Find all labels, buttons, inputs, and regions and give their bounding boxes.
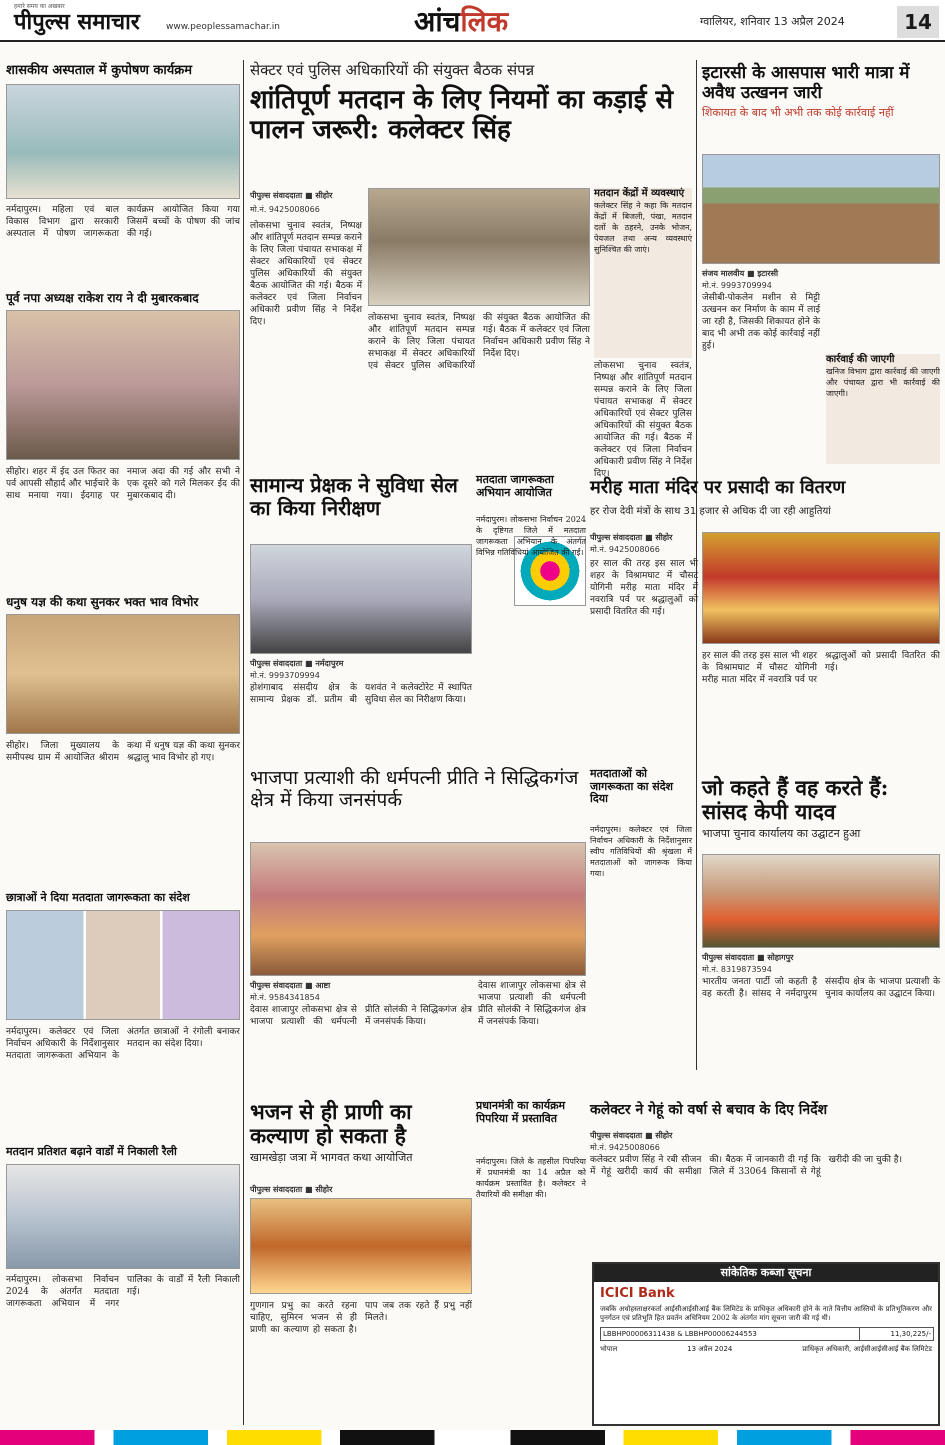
bank-logo: [594, 1282, 938, 1305]
notice-table: [600, 1327, 934, 1341]
photo-katha-stage: [250, 1198, 472, 1294]
story-title: जो कहते हैं वह करते हैं: सांसद केपी यादव: [702, 775, 889, 825]
lead-kicker: सेक्टर एवं पुलिस अधिकारियों की संयुक्त बैठक संपन्न: [250, 61, 535, 79]
story-title: मतदाता जागरूकता अभियान आयोजित: [476, 473, 554, 499]
story-title: भाजपा प्रत्याशी की धर्मपत्नी प्रीति ने सिद्धिकगंज क्षेत्र में किया जनसंपर्क: [250, 767, 579, 811]
lead-title: शांतिपूर्ण मतदान के लिए नियमों का कड़ाई से पालन जरूरी: कलेक्टर सिंह: [250, 85, 674, 145]
story-body: देवास शाजापुर लोकसभा क्षेत्र से भाजपा प्रत्याशी की धर्मपत्नी प्रीति सोलंकी ने सिद्धिकगंज क्षेत्र में जनसंपर्क किया।: [250, 1005, 472, 1027]
story-byline: पीपुल्स संवाददाता ■ सीहोर: [590, 1131, 673, 1140]
story-mobile: मो.नं. 9993709994: [250, 671, 320, 680]
story-subtitle: खामखेड़ा जत्रा में भागवत कथा आयोजित: [250, 1151, 413, 1165]
lead-body-right: लोकसभा चुनाव स्वतंत्र, निष्पक्ष और शांतिपूर्ण मतदान सम्पन्न कराने के लिए जिला पंचायत सभाकक्ष में सेक्टर अधिकारियों एवं सेक्टर पुलिस अधिकारियों की संयुक्त बैठक आयोजित की गई। बैठक में कलेक्टर एवं जिला निर्वाचन अधिकारी प्रवीण सिंह ने निर्देश दिए।: [594, 361, 692, 479]
story-eid: [6, 292, 240, 592]
story-body: नर्मदापुरम। कलेक्टर एवं जिला निर्वाचन अधिकारी के निर्देशानुसार स्वीप गतिविधियों की श्रृंखला में मतदाताओं को जागरूक किया गया।: [590, 825, 692, 878]
story-voter-message: [590, 768, 692, 1098]
story-observer: [250, 474, 472, 764]
photo-meeting: [368, 188, 590, 306]
story-dhanush-yagya: [6, 596, 240, 886]
table-cell-amount: 11,30,225/-: [859, 1328, 933, 1341]
story-byline: पीपुल्स संवाददाता ■ सीहोर: [250, 1185, 333, 1194]
story-bjp-campaign: [250, 768, 586, 1078]
notice-date: 13 अप्रैल 2024: [687, 1345, 733, 1353]
story-subtitle: शिकायत के बाद भी अभी तक कोई कार्रवाई नहीं: [702, 106, 894, 120]
notice-heading: सांकेतिक कब्जा सूचना: [594, 1264, 938, 1282]
story-byline: पीपुल्स संवाददाता ■ नर्मदापुरम: [250, 659, 344, 668]
notice-signatory: प्राधिकृत अधिकारी, आईसीआईसीआई बैंक लिमिटेड: [802, 1345, 932, 1353]
infobox-title: मतदान केंद्रों में व्यवस्थाएं: [594, 188, 685, 199]
story-wheat: [590, 1102, 940, 1262]
story-byline: पीपुल्स संवाददाता ■ सीहोर: [590, 533, 673, 542]
bank-name: ICICI Bank: [600, 1286, 675, 1301]
table-cell-loan: LBBHP00006311438 & LBBHP00006244553: [601, 1328, 860, 1341]
story-byline: पीपुल्स संवाददाता ■ सोहागपुर: [702, 953, 794, 962]
story-byline: संजय मालवीय ■ इटारसी: [702, 269, 779, 278]
story-body: जेसीबी-पोकलेन मशीन से मिट्टी उत्खनन कर निर्माण के काम में लाई जा रही है, जिसकी शिकायत होने के बाद भी अभी तक कोई कार्रवाई नहीं हुई।: [702, 293, 820, 351]
story-body: भारतीय जनता पार्टी जो कहती है वह करती है। सांसद ने नर्मदापुरम संसदीय क्षेत्र के भाजपा प्रत्याशी के चुनाव कार्यालय का उद्घाटन किया।: [702, 977, 940, 999]
story-mobile: मो.नं. 9584341854: [250, 993, 320, 1002]
section-suffix: लिक: [460, 5, 509, 38]
action-box: [826, 354, 940, 464]
story-awareness: [476, 474, 586, 764]
photo-students: [6, 910, 240, 1020]
photo-rally: [6, 1164, 240, 1269]
tagline: हमारे समय का अखबार: [14, 3, 65, 10]
lead-infobox: [594, 188, 692, 358]
notice-footer: [594, 1345, 938, 1354]
box-title: कार्रवाई की जाएगी: [826, 354, 895, 365]
possession-notice: [592, 1262, 940, 1426]
story-title: इटारसी के आसपास भारी मात्रा में अवैध उत्खनन जारी: [702, 63, 910, 103]
story-body: नर्मदापुरम। कलेक्टर एवं जिला निर्वाचन अधिकारी के निर्देशानुसार मतदाता जागरूकता अभियान के अंतर्गत छात्राओं ने रंगोली बनाकर मतदान का संदेश दिया।: [6, 1027, 240, 1061]
story-body-cont: हर साल की तरह इस साल भी शहर के विश्रामघाट में चौसट योगिनी मरीह माता मंदिर में नवरात्रि पर्व पर श्रद्धालुओं को प्रसादी वितरित की गई।: [702, 651, 940, 685]
photo-campaign: [250, 842, 586, 976]
section-title: [414, 2, 508, 40]
story-mobile: मो.नं. 9425008066: [590, 545, 660, 554]
story-students-voter: [6, 892, 240, 1142]
masthead: [0, 0, 945, 42]
story-body: गुणगान प्रभु का करते रहना चाहिए, सुमिरन भजन से ही प्राणी का कल्याण हो सकता है। पाप जब तक रहते हैं प्रभु नहीं मिलते।: [250, 1301, 472, 1335]
story-illegal-mining: [702, 64, 940, 474]
lead-body: लोकसभा चुनाव स्वतंत्र, निष्पक्ष और शांतिपूर्ण मतदान सम्पन्न कराने के लिए जिला पंचायत सभाकक्ष में सेक्टर अधिकारियों एवं सेक्टर पुलिस अधिकारियों की संयुक्त बैठक आयोजित की गई। बैठक में कलेक्टर एवं जिला निर्वाचन अधिकारी प्रवीण सिंह ने निर्देश दिए।: [250, 221, 362, 327]
lead-mobile: मो.नं. 9425008066: [250, 205, 320, 214]
story-title: मतदाताओं को जागरूकता का संदेश दिया: [590, 767, 674, 806]
story-body: नर्मदापुरम। महिला एवं बाल विकास विभाग द्वारा सरकारी अस्पताल में पोषण जागरूकता कार्यक्रम आयोजित किया गया जिसमें बच्चों के पोषण की जांच की गई।: [6, 205, 240, 239]
story-title: शासकीय अस्पताल में कुपोषण कार्यक्रम: [6, 63, 193, 78]
story-title: कलेक्टर ने गेहूं को वर्षा से बचाव के दिए निर्देश: [590, 1102, 828, 1118]
story-body: सीहोर। जिला मुख्यालय के समीपस्थ ग्राम में आयोजित श्रीराम कथा में धनुष यज्ञ की कथा सुनकर श्रद्धालु भाव विभोर हो गए।: [6, 741, 240, 763]
story-body: नर्मदापुरम। लोकसभा निर्वाचन 2024 के दृष्टिगत जिले में मतदाता जागरूकता अभियान के अंतर्गत विभिन्न गतिविधियां आयोजित की गईं।: [476, 515, 586, 557]
story-mobile: मो.नं. 9425008066: [590, 1143, 660, 1152]
issue-date: ग्वालियर, शनिवार 13 अप्रैल 2024: [700, 15, 845, 28]
story-body: नर्मदापुरम। जिले के तहसील पिपरिया में प्रधानमंत्री का 14 अप्रैल को कार्यक्रम प्रस्तावित है। कलेक्टर ने तैयारियों की समीक्षा की।: [476, 1157, 586, 1199]
paper-logo: पीपुल्स समाचार: [14, 9, 140, 35]
story-mp-yadav: [702, 776, 940, 1096]
story-body: हर साल की तरह इस साल भी शहर के विश्रामघाट में चौसट योगिनी मरीह माता मंदिर में नवरात्रि पर्व पर श्रद्धालुओं को प्रसादी वितरित की गई।: [590, 559, 698, 617]
story-byline: पीपुल्स संवाददाता ■ आष्टा: [250, 981, 331, 990]
story-body: नर्मदापुरम। लोकसभा निर्वाचन 2024 के अंतर्गत मतदाता जागरूकता अभियान में नगर पालिका के वार्डों में रैली निकाली गई।: [6, 1275, 240, 1309]
story-title: मरीह माता मंदिर पर प्रसादी का वितरण: [590, 477, 846, 498]
story-mobile: मो.नं. 8319873594: [702, 965, 772, 974]
lead-byline: पीपुल्स संवाददाता ■ सीहोर: [250, 191, 333, 200]
story-subtitle: हर रोज देवी मंत्रों के साथ 31 हजार से अधिक दी जा रही आहुतियां: [590, 505, 831, 517]
story-title: पूर्व नपा अध्यक्ष राकेश राय ने दी मुबारकबाद: [6, 291, 199, 305]
story-mobile: मो.नं. 9993709994: [702, 281, 772, 290]
paper-url[interactable]: www.peoplessamachar.in: [166, 22, 280, 32]
photo-observer: [250, 544, 472, 654]
story-title: भजन से ही प्राणी का कल्याण हो सकता है: [250, 1099, 412, 1149]
section-prefix: आंच: [414, 5, 461, 38]
story-title: सामान्य प्रेक्षक ने सुविधा सेल का किया निरीक्षण: [250, 473, 458, 520]
story-malnutrition: [6, 64, 240, 289]
story-subtitle: भाजपा चुनाव कार्यालय का उद्घाटन हुआ: [702, 827, 861, 841]
story-pm-visit: [476, 1100, 586, 1425]
table-row: [601, 1328, 934, 1341]
story-bhajan: [250, 1100, 472, 1425]
story-mata-mandir: [590, 478, 940, 768]
story-title: प्रधानमंत्री का कार्यक्रम पिपरिया में प्रस्तावित: [476, 1099, 566, 1125]
photo-eid: [6, 310, 240, 460]
lead-body-cont: लोकसभा चुनाव स्वतंत्र, निष्पक्ष और शांतिपूर्ण मतदान सम्पन्न कराने के लिए जिला पंचायत सभाकक्ष में सेक्टर अधिकारियों एवं सेक्टर पुलिस अधिकारियों की संयुक्त बैठक आयोजित की गई। बैठक में कलेक्टर एवं जिला निर्वाचन अधिकारी प्रवीण सिंह ने निर्देश दिए।: [368, 313, 590, 371]
story-body: सीहोर। शहर में ईद उल फितर का पर्व आपसी सौहार्द और भाईचारे के साथ मनाया गया। ईदगाह पर नमाज अदा की गई और सभी ने एक दूसरे को गले मिलकर ईद की मुबारकबाद दी।: [6, 467, 240, 501]
lead-story: [250, 60, 692, 479]
notice-place: भोपाल: [600, 1345, 618, 1353]
story-title: मतदान प्रतिशत बढ़ाने वार्डों में निकाली रैली: [6, 1145, 177, 1158]
photo-mining-site: [702, 154, 940, 264]
photo-hospital: [6, 84, 240, 199]
story-body: कलेक्टर प्रवीण सिंह ने रबी सीजन में गेहूं खरीदी कार्य की समीक्षा की। बैठक में जानकारी दी गई कि जिले में 33064 किसानों से गेहूं खरीदी की जा चुकी है।: [590, 1155, 902, 1177]
photo-temple: [702, 532, 940, 644]
infobox-body: कलेक्टर सिंह ने कहा कि मतदान केंद्रों में बिजली, पंखा, मतदान दलों के ठहरने, उनके भोजन, पेयजल तथा अन्य व्यवस्थाएं सुनिश्चित की जाएं।: [594, 200, 692, 254]
column-divider: [243, 60, 244, 1425]
story-title: छात्राओं ने दिया मतदाता जागरूकता का संदेश: [6, 891, 190, 904]
photo-office-inauguration: [702, 854, 940, 948]
box-body: खनिज विभाग द्वारा कार्रवाई की जाएगी और पंचायत द्वारा भी कार्रवाई की जाएगी।: [826, 366, 940, 398]
story-body: होशंगाबाद संसदीय क्षेत्र के सामान्य प्रेक्षक डॉ. प्रतीम बी यशवंत ने कलेक्टोरेट में स्थापित सुविधा सेल का निरीक्षण किया।: [250, 683, 472, 705]
page-number: 14: [897, 6, 939, 38]
photo-katha: [6, 614, 240, 734]
color-registration-strip: [0, 1430, 945, 1445]
story-rally: [6, 1146, 240, 1426]
notice-body: जबकि अधोहस्ताक्षरकर्ता आईसीआईसीआई बैंक लिमिटेड के प्राधिकृत अधिकारी होने के नाते वित्तीय आस्तियों के प्रतिभूतिकरण और पुनर्गठन एवं प्रतिभूति हित प्रवर्तन अधिनियम 2002 के अंतर्गत मांग सूचना जारी की गई थी।: [600, 1305, 932, 1322]
story-title: धनुष यज्ञ की कथा सुनकर भक्त भाव विभोर: [6, 595, 199, 609]
story-body-cont: देवास शाजापुर लोकसभा क्षेत्र से भाजपा प्रत्याशी की धर्मपत्नी प्रीति सोलंकी ने सिद्धिकगंज क्षेत्र में जनसंपर्क किया।: [478, 981, 586, 1027]
